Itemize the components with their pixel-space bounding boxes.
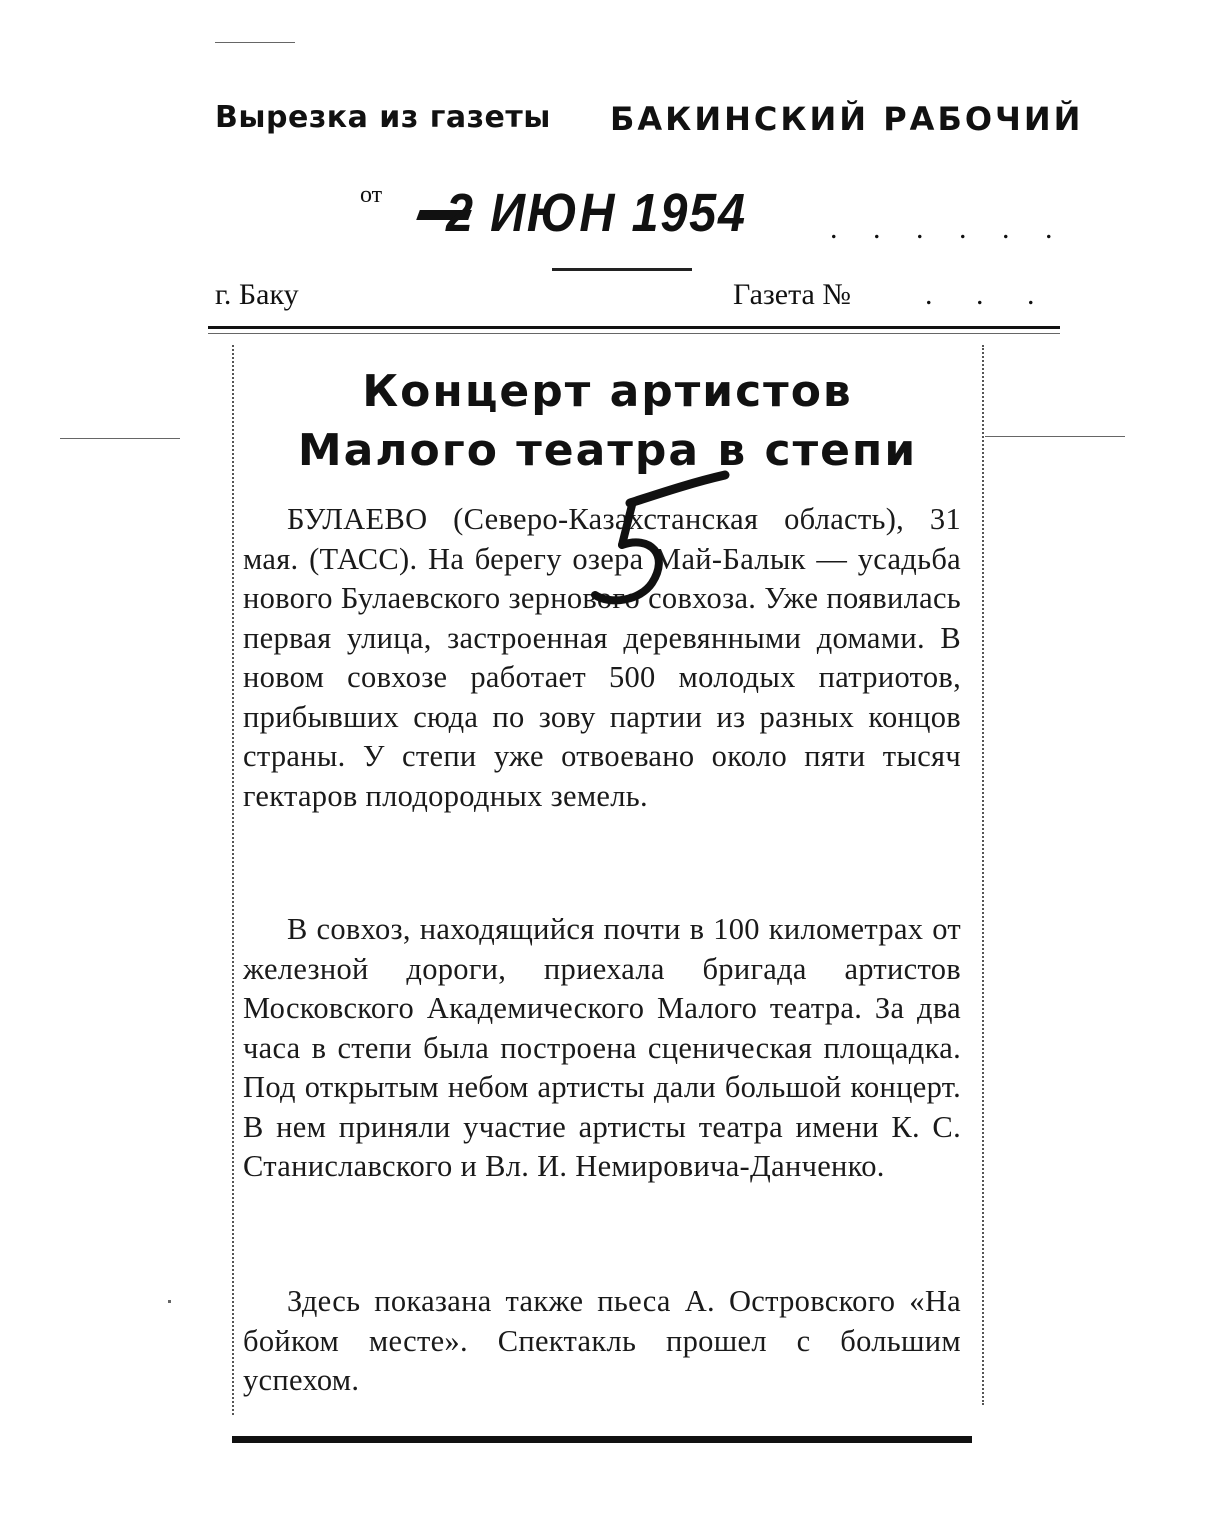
paragraph-text: В совхоз, находящийся почти в 100 километрах от железной дороги, приехала бригада артистов Московского Академического Малого театра. За два часа в степи была построена сценическая площадка. Под открытым небом артисты дали большой концерт. В нем приняли участие артисты театра имени К. С. Станиславского и Вл. И. Немировича-Данченко. — [243, 912, 961, 1183]
headline-line-2: Малого театра в степи — [297, 425, 918, 476]
gazeta-number-dots: . . . — [925, 278, 1053, 311]
clipping-bottom-rule — [232, 1436, 972, 1443]
handwritten-number-mark — [560, 465, 740, 615]
headline-line-1: Концерт артистов — [362, 366, 853, 417]
clipping-label: Вырезка из газеты — [215, 100, 551, 135]
gazeta-number-label: Газета № — [733, 278, 851, 311]
article-paragraph-3 — [243, 1282, 961, 1401]
newspaper-name: БАКИНСКИЙ РАБОЧИЙ — [610, 100, 1084, 138]
scan-speck — [985, 436, 1125, 437]
date-dots: . . . . . . — [830, 212, 1067, 245]
clipping-header — [215, 100, 1084, 138]
stamp-underline — [552, 268, 692, 271]
date-stamp: 2 ИЮН 1954 — [446, 183, 748, 243]
article-paragraph-2 — [243, 910, 961, 1187]
clipping-left-edge — [232, 345, 234, 1415]
clipping-right-edge — [982, 345, 984, 1405]
header-rule — [208, 326, 1060, 329]
paragraph-text: Здесь показана также пьеса А. Островского «На бойком месте». Спектакль прошел с большим успехом. — [243, 1284, 961, 1397]
date-row — [360, 182, 1067, 245]
header-rule-thin — [208, 333, 1060, 334]
date-prefix: от — [360, 182, 383, 208]
scan-speck — [168, 1300, 171, 1303]
city-label: г. Баку — [215, 278, 299, 311]
paragraph-text: БУЛАЕВО (Северо-Казахстанская область), 31 мая. (ТАСС). На берегу озера Май-Балык — усадьба нового Булаевского зернового совхоза. Уже появилась первая улица, застроенная деревянными домами. В новом совхозе работает 500 молодых патриотов, прибывших сюда по зову партии из разных концов страны. У степи уже отвоевано около пяти тысяч гектаров плодородных земель. — [243, 502, 961, 813]
scan-speck — [215, 42, 295, 43]
scan-speck — [60, 438, 180, 439]
